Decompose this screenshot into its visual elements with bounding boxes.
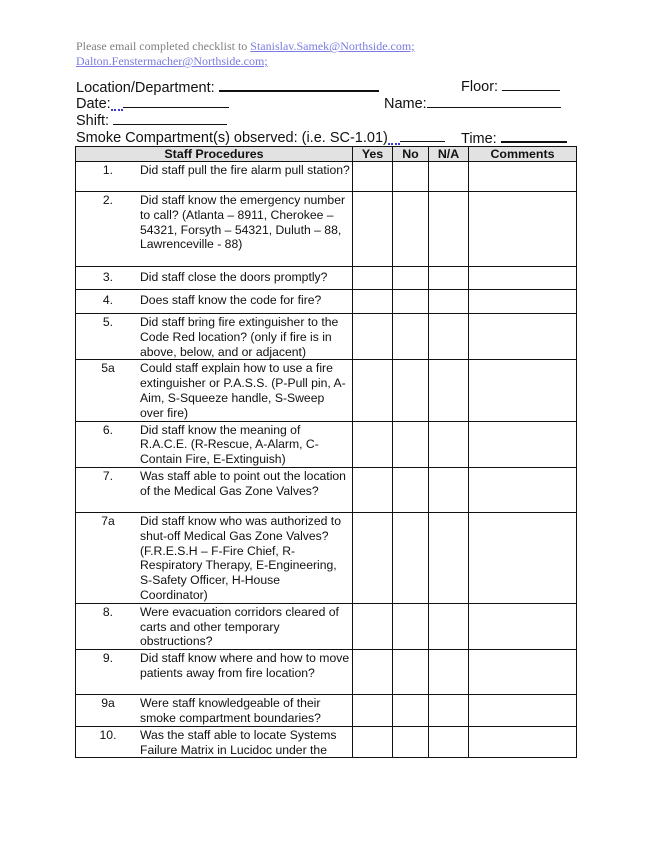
yes-cell[interactable]: [353, 314, 393, 360]
item-text: Did staff know the meaning of R.A.C.E. (R-Rescue, A-Alarm, C-Contain Fire, E-Extinguish): [140, 422, 319, 467]
na-cell[interactable]: [429, 162, 469, 192]
smoke-compartment-blank[interactable]: [400, 128, 445, 142]
item-text: Could staff explain how to use a fire extinguisher or P.A.S.S. (P-Pull pin, A-Aim, S-Squeeze handle, S-Sweep over fire): [140, 361, 346, 420]
no-cell[interactable]: [393, 162, 429, 192]
na-cell[interactable]: [429, 726, 469, 757]
table-row: [76, 421, 577, 467]
comments-cell[interactable]: [469, 290, 577, 314]
yes-cell[interactable]: [353, 162, 393, 192]
comments-cell[interactable]: [469, 360, 577, 421]
item-text: Did staff know where and how to move patients away from fire location?: [140, 651, 350, 680]
item-text: Did staff know the emergency number to call? (Atlanta – 8911, Cherokee – 54321, Forsyth – 54321, Duluth – 88, Lawrenceville - 88): [140, 193, 346, 252]
comments-cell[interactable]: [469, 421, 577, 467]
item-number: 6.: [102, 422, 114, 437]
no-cell[interactable]: [393, 360, 429, 421]
no-cell[interactable]: [393, 695, 429, 727]
no-cell[interactable]: [393, 267, 429, 290]
table-row: [76, 512, 577, 603]
smoke-compartment-field[interactable]: [76, 128, 445, 147]
no-cell[interactable]: [393, 314, 429, 360]
item-text: Was staff able to point out the location of the Medical Gas Zone Valves?: [140, 468, 346, 498]
table-row: [76, 726, 577, 757]
location-blank[interactable]: [219, 77, 379, 92]
na-cell[interactable]: [429, 695, 469, 727]
no-cell[interactable]: [393, 421, 429, 467]
table-row: [76, 162, 577, 192]
item-text: Was the staff able to locate Systems Failure Matrix in Lucidoc under the: [140, 727, 337, 757]
table-row: [76, 650, 577, 695]
yes-cell[interactable]: [353, 192, 393, 267]
table-header-row: [76, 147, 577, 162]
table-row: [76, 467, 577, 512]
table-row: [76, 695, 577, 727]
comments-cell[interactable]: [469, 467, 577, 512]
na-cell[interactable]: [429, 314, 469, 360]
item-number: 7a: [101, 513, 115, 528]
table-row: [76, 603, 577, 649]
email-prefix: Please email completed checklist to: [76, 39, 251, 53]
item-number: 9.: [102, 651, 114, 666]
yes-cell[interactable]: [353, 512, 393, 603]
comments-cell[interactable]: [469, 267, 577, 290]
name-label: Name:: [384, 96, 427, 112]
email-instructions: [76, 39, 576, 69]
time-label: Time:: [461, 131, 497, 147]
item-text: Does staff know the code for fire?: [140, 293, 322, 307]
no-cell[interactable]: [393, 603, 429, 649]
item-number: 2.: [102, 193, 114, 207]
header-na: N/A: [429, 147, 469, 162]
no-cell[interactable]: [393, 726, 429, 757]
date-label: Date:: [76, 96, 111, 112]
yes-cell[interactable]: [353, 650, 393, 695]
shift-blank[interactable]: [113, 111, 227, 125]
table-row: [76, 290, 577, 314]
na-cell[interactable]: [429, 603, 469, 649]
header-staff-procedures: Staff Procedures: [76, 147, 353, 162]
name-blank[interactable]: [427, 94, 561, 108]
comments-cell[interactable]: [469, 512, 577, 603]
date-blank[interactable]: [123, 94, 229, 108]
comments-cell[interactable]: [469, 314, 577, 360]
header-yes: Yes: [353, 147, 393, 162]
spellcheck-mark: [388, 140, 400, 145]
comments-cell[interactable]: [469, 192, 577, 267]
shift-label: Shift:: [76, 113, 110, 129]
item-number: 9a: [101, 696, 115, 711]
comments-cell[interactable]: [469, 162, 577, 192]
staff-procedures-table: [75, 146, 577, 758]
item-number: 3.: [102, 270, 114, 284]
table-row: [76, 360, 577, 421]
time-field[interactable]: [461, 128, 567, 148]
table-row: [76, 267, 577, 290]
yes-cell[interactable]: [353, 695, 393, 727]
name-field[interactable]: [384, 94, 561, 113]
email-link-fenstermacher[interactable]: Dalton.Fenstermacher@Northside.com;: [76, 54, 268, 68]
na-cell[interactable]: [429, 512, 469, 603]
item-number: 7.: [102, 468, 114, 483]
yes-cell[interactable]: [353, 726, 393, 757]
item-number: 4.: [102, 293, 114, 307]
table-row: [76, 314, 577, 360]
comments-cell[interactable]: [469, 650, 577, 695]
item-number: 1.: [102, 163, 114, 177]
no-cell[interactable]: [393, 290, 429, 314]
comments-cell[interactable]: [469, 695, 577, 727]
na-cell[interactable]: [429, 267, 469, 290]
comments-cell[interactable]: [469, 603, 577, 649]
item-text: Did staff bring fire extinguisher to the Code Red location? (only if fire is in above, below, and or adjacent): [140, 315, 339, 359]
na-cell[interactable]: [429, 192, 469, 267]
yes-cell[interactable]: [353, 467, 393, 512]
yes-cell[interactable]: [353, 603, 393, 649]
na-cell[interactable]: [429, 467, 469, 512]
item-number: 5.: [102, 315, 114, 329]
yes-cell[interactable]: [353, 421, 393, 467]
floor-blank[interactable]: [502, 77, 560, 91]
no-cell[interactable]: [393, 650, 429, 695]
no-cell[interactable]: [393, 512, 429, 603]
header-no: No: [393, 147, 429, 162]
na-cell[interactable]: [429, 421, 469, 467]
item-text: Did staff pull the fire alarm pull station?: [140, 163, 350, 177]
no-cell[interactable]: [393, 467, 429, 512]
header-comments: Comments: [469, 147, 577, 162]
email-link-samek[interactable]: Stanislav.Samek@Northside.com;: [250, 39, 415, 53]
table-row: [76, 192, 577, 267]
yes-cell[interactable]: [353, 360, 393, 421]
na-cell[interactable]: [429, 360, 469, 421]
item-text: Were evacuation corridors cleared of carts and other temporary obstructions?: [140, 604, 339, 649]
item-number: 5a: [101, 361, 115, 376]
time-blank[interactable]: [501, 128, 567, 143]
item-text: Were staff knowledgeable of their smoke compartment boundaries?: [140, 696, 321, 725]
item-number: 10.: [99, 727, 117, 742]
yes-cell[interactable]: [353, 267, 393, 290]
item-text: Did staff close the doors promptly?: [140, 270, 328, 284]
item-number: 8.: [102, 604, 114, 619]
floor-label: Floor:: [461, 79, 499, 95]
no-cell[interactable]: [393, 192, 429, 267]
na-cell[interactable]: [429, 290, 469, 314]
comments-cell[interactable]: [469, 726, 577, 757]
smoke-compartment-label: Smoke Compartment(s) observed: (i.e. SC-1.01): [76, 130, 388, 146]
location-label: Location/Department:: [76, 80, 215, 96]
yes-cell[interactable]: [353, 290, 393, 314]
item-text: Did staff know who was authorized to shut-off Medical Gas Zone Valves? (F.R.E.S.H – F-Fire Chief, R-Respiratory Therapy, E-Engineering, S-Safety Officer, H-House Coordinator): [140, 513, 341, 602]
na-cell[interactable]: [429, 650, 469, 695]
